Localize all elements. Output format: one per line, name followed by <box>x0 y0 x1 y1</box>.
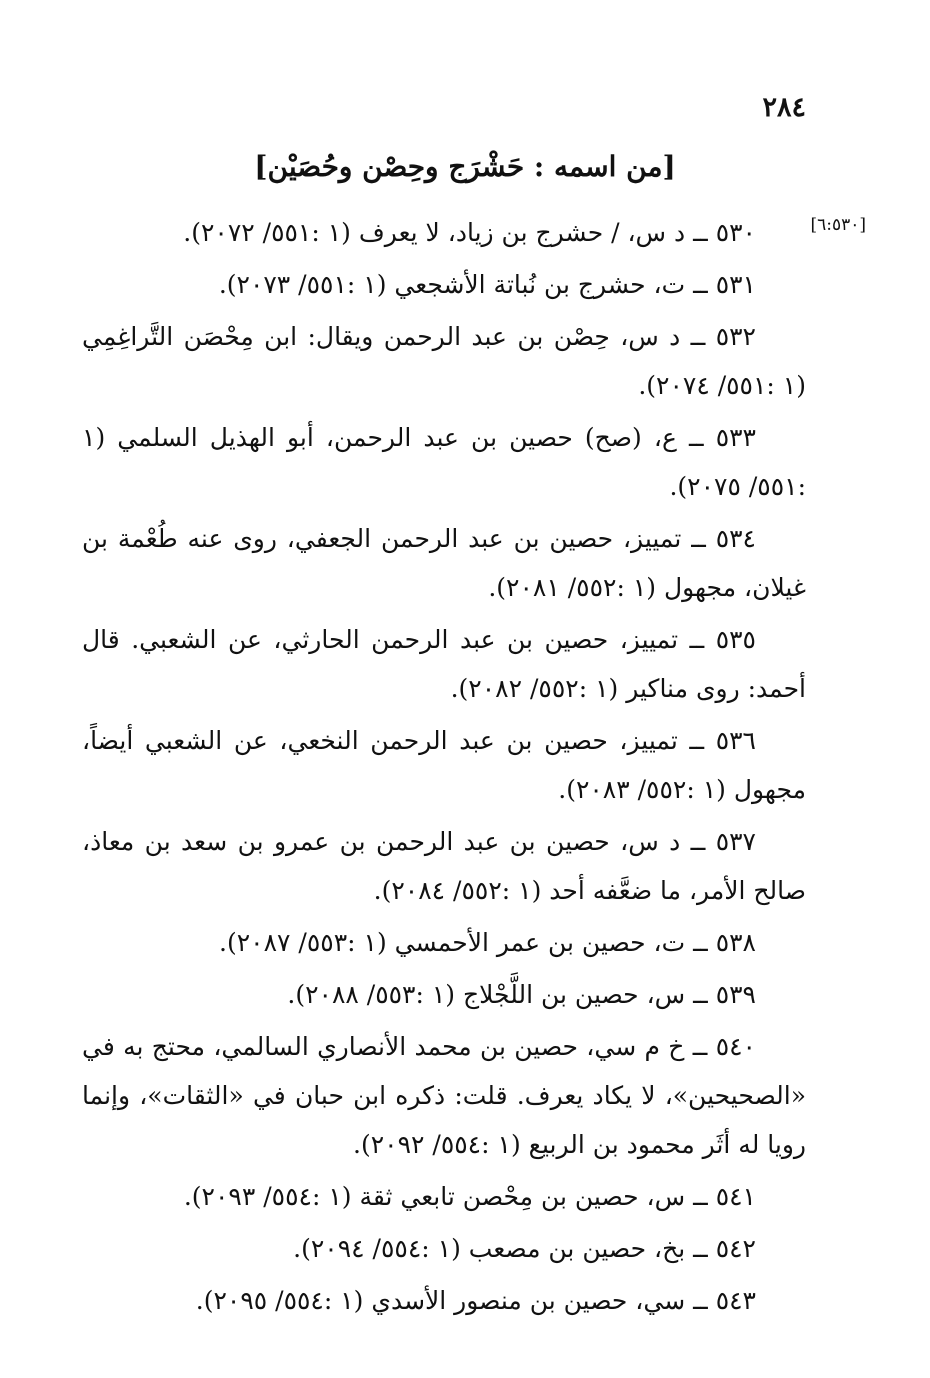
entry-534: ٥٣٤ ــ تمييز، حصين بن عبد الرحمن الجعفي، روى عنه طُعْمة بن غيلان، مجهول (١ :٥٥٢/ ٢٠٨١). <box>82 524 806 602</box>
entry-543: ٥٤٣ ــ سي، حصين بن منصور الأسدي (١ :٥٥٤/ ٢٠٩٥). <box>195 1286 756 1315</box>
entry-540: ٥٤٠ ــ خ م سي، حصين بن محمد الأنصاري السالمي، محتج به في «الصحيحين»، لا يكاد يعرف. قلت: ذكره ابن حبان في «الثقات»، وإنما رويا له أثَر محمود بن الربيع (١ :٥٥٤/ ٢٠٩٢). <box>82 1032 806 1159</box>
section-heading: [من اسمه : حَشْرَج وحِصْن وحُصَيْن] <box>254 150 676 183</box>
entry-542: ٥٤٢ ــ بخ، حصين بن مصعب (١ :٥٥٤/ ٢٠٩٤). <box>293 1234 756 1263</box>
entry-539: ٥٣٩ ــ س، حصين بن اللَّجْلاج (١ :٥٥٣/ ٢٠٨٨). <box>287 980 756 1009</box>
entries-list <box>82 208 806 1328</box>
page-number: ٢٨٤ <box>762 92 806 123</box>
entry-533: ٥٣٣ ــ ع، (صح) حصين بن عبد الرحمن، أبو الهذيل السلمي (١ :٥٥١/ ٢٠٧٥). <box>82 423 806 501</box>
entry-532: ٥٣٢ ــ د س، حِصْن بن عبد الرحمن ويقال: ابن مِحْصَن التَّراغِمِي (١ :٥٥١/ ٢٠٧٤). <box>82 322 806 400</box>
entry-531: ٥٣١ ــ ت، حشرج بن نُباتة الأشجعي (١ :٥٥١/ ٢٠٧٣). <box>218 270 756 299</box>
entry-535: ٥٣٥ ــ تمييز، حصين بن عبد الرحمن الحارثي، عن الشعبي. قال أحمد: روى مناكير (١ :٥٥٢/ ٢٠٨٢). <box>82 625 806 703</box>
entry-541: ٥٤١ ــ س، حصين بن مِحْصن تابعي ثقة (١ :٥٥٤/ ٢٠٩٣). <box>183 1182 756 1211</box>
entry-537: ٥٣٧ ــ د س، حصين بن عبد الرحمن بن عمرو بن سعد بن معاذ، صالح الأمر، ما ضعَّفه أحد (١ :٥٥٢/ ٢٠٨٤). <box>82 827 806 905</box>
entry-530: ٥٣٠ ــ د س، / حشرج بن زياد، لا يعرف (١ :٥٥١/ ٢٠٧٢). <box>183 218 756 247</box>
entry-536: ٥٣٦ ــ تمييز، حصين بن عبد الرحمن النخعي، عن الشعبي أيضاً، مجهول (١ :٥٥٢/ ٢٠٨٣). <box>82 726 806 804</box>
entry-538: ٥٣٨ ــ ت، حصين بن عمر الأحمسي (١ :٥٥٣/ ٢٠٨٧). <box>219 928 756 957</box>
margin-reference: [٦:٥٣٠] <box>810 215 866 235</box>
